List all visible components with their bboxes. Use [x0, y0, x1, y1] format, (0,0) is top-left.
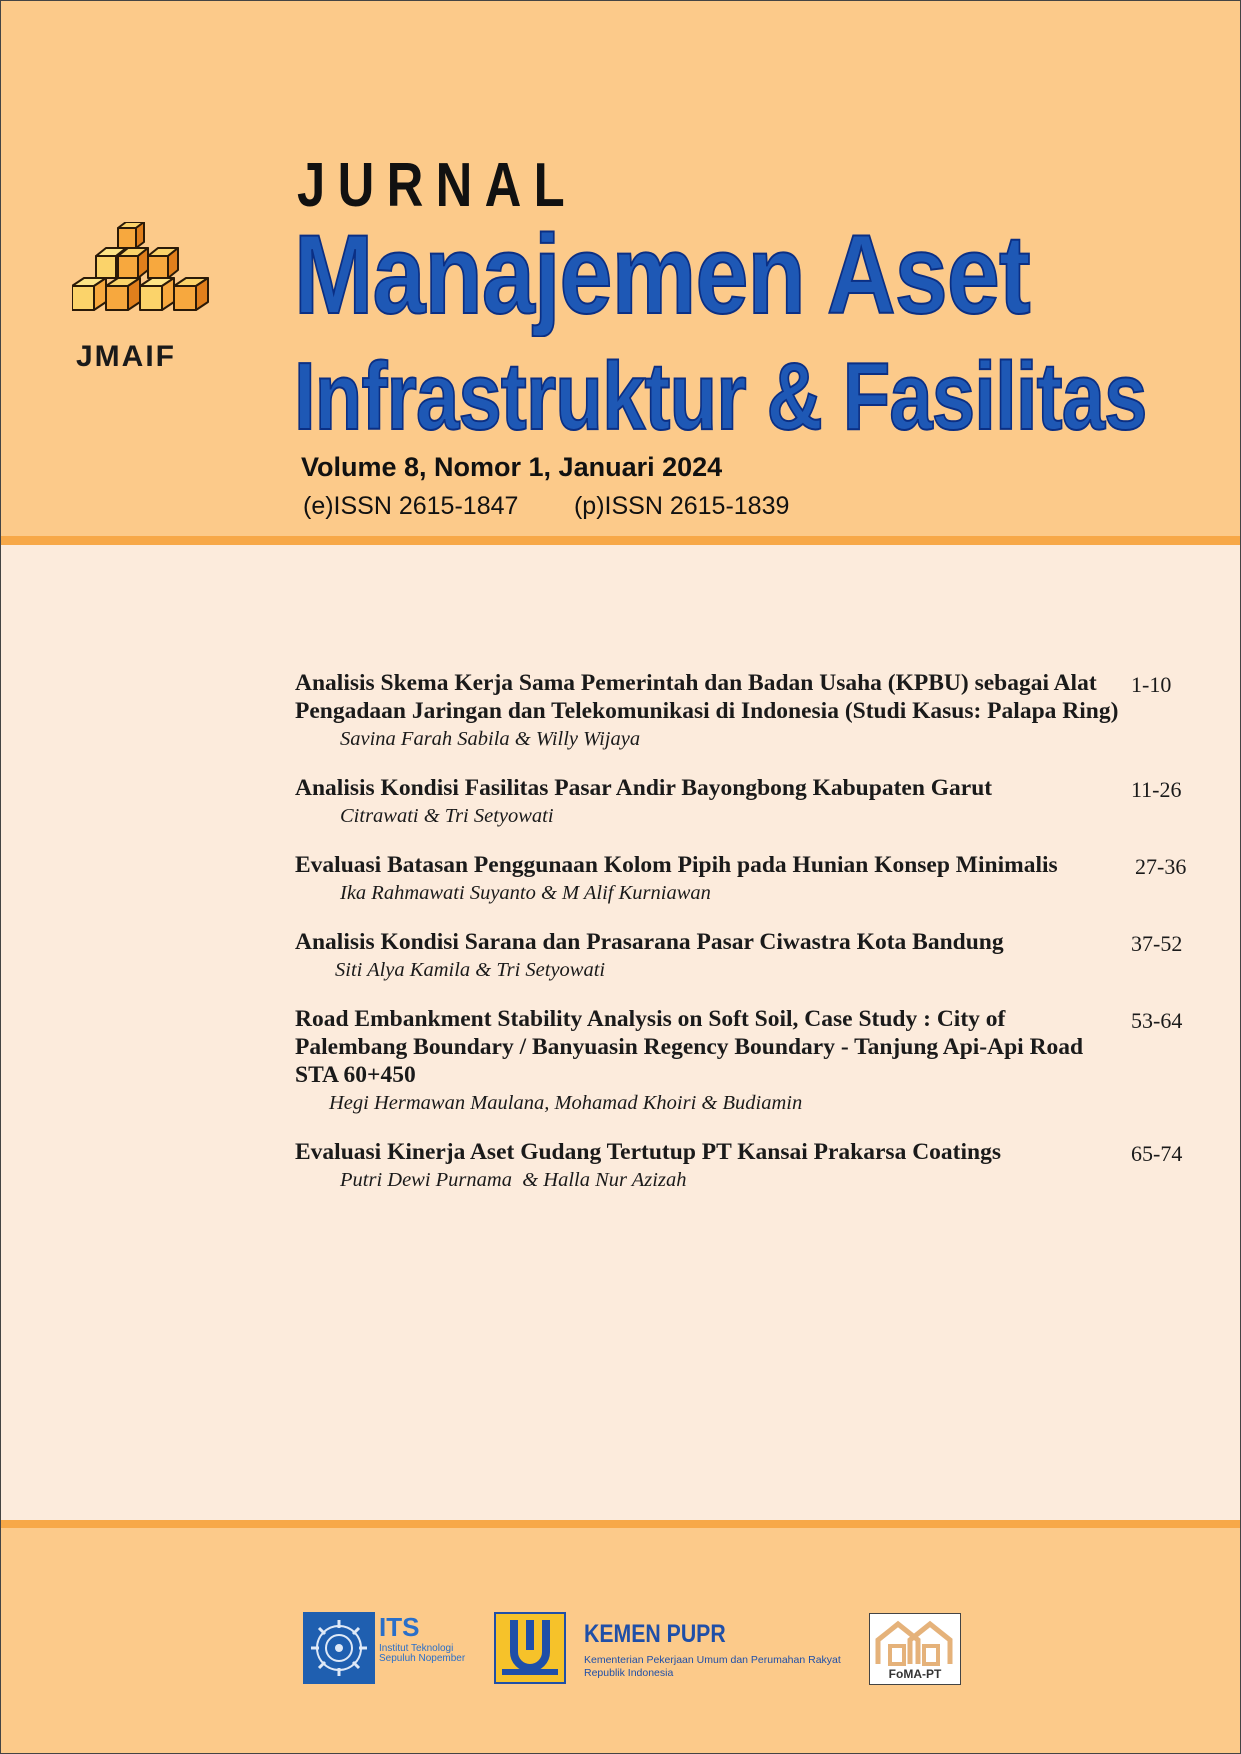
article-title: Analisis Kondisi Sarana dan Prasarana Pasar Ciwastra Kota Bandung: [295, 929, 1004, 955]
issn-electronic: (e)ISSN 2615-1847: [303, 492, 519, 520]
article-title: Evaluasi Batasan Penggunaan Kolom Pipih pada Hunian Konsep Minimalis: [295, 852, 1058, 878]
article-pages: 11-26: [1131, 777, 1182, 802]
pupr-name: KEMEN PUPR: [584, 1620, 726, 1648]
issn-print: (p)ISSN 2615-1839: [573, 492, 790, 520]
toc-entry[interactable]: [295, 928, 1195, 982]
article-title: Road Embankment Stability Analysis on Soft Soil, Case Study : City of Palembang Boundary / Banyuasin Regency Boundary - Tanjung Api-Api Road STA 60+450: [295, 1006, 1084, 1088]
article-title: Evaluasi Kinerja Aset Gudang Tertutup PT Kansai Prakarsa Coatings: [295, 1139, 1001, 1165]
article-title: Analisis Skema Kerja Sama Pemerintah dan Badan Usaha (KPBU) sebagai Alat Pengadaan Jaringan dan Telekomunikasi di Indonesia (Studi Kasus: Palapa Ring): [295, 670, 1119, 724]
header-divider: [0, 536, 1241, 545]
stacked-cubes-icon: [72, 222, 222, 342]
article-authors: Citrawati & Tri Setyowati: [340, 805, 554, 827]
toc-entry[interactable]: [295, 669, 1195, 751]
logo-wordmark: JMAIF: [76, 340, 176, 373]
pupr-subtitle: Kementerian Pekerjaan Umum dan Perumahan Rakyat Republik Indonesia: [584, 1654, 841, 1679]
article-title: Analisis Kondisi Fasilitas Pasar Andir Bayongbong Kabupaten Garut: [295, 775, 993, 801]
journal-title-line1: Manajemen Aset: [294, 212, 1030, 337]
issue-volume: Volume 8, Nomor 1, Januari 2024: [301, 452, 723, 482]
article-pages: 1-10: [1131, 672, 1172, 697]
journal-label: JURNAL: [297, 151, 577, 220]
its-emblem-icon: [303, 1612, 375, 1684]
article-authors: Hegi Hermawan Maulana, Mohamad Khoiri & Budiamin: [329, 1092, 803, 1114]
foma-name: FoMA-PT: [888, 1667, 942, 1681]
article-authors: Putri Dewi Purnama & Halla Nur Azizah: [340, 1169, 687, 1191]
issn-line: [303, 492, 789, 521]
pupr-logo: [494, 1612, 854, 1684]
article-pages: 65-74: [1131, 1141, 1183, 1166]
article-authors: Siti Alya Kamila & Tri Setyowati: [335, 959, 606, 981]
journal-title-line2: Infrastruktur & Fasilitas: [294, 343, 1147, 450]
its-subtitle: Institut Teknologi Sepuluh Nopember: [379, 1643, 466, 1664]
article-authors: Ika Rahmawati Suyanto & M Alif Kurniawan: [340, 882, 711, 904]
toc-entry[interactable]: [295, 774, 1195, 828]
table-of-contents: [295, 669, 1195, 1215]
toc-entry[interactable]: [295, 1005, 1195, 1115]
pupr-mark-icon: [494, 1612, 566, 1684]
foma-logo: [869, 1613, 961, 1685]
footer-divider: [0, 1520, 1241, 1528]
its-logo: [303, 1612, 471, 1684]
article-pages: 53-64: [1131, 1008, 1183, 1033]
article-pages: 37-52: [1131, 931, 1183, 956]
article-pages: 27-36: [1135, 854, 1187, 879]
article-authors: Savina Farah Sabila & Willy Wijaya: [340, 728, 641, 750]
toc-entry[interactable]: [295, 1138, 1195, 1192]
house-outline-icon: [870, 1618, 960, 1668]
toc-entry[interactable]: [295, 851, 1195, 905]
its-name: ITS: [379, 1612, 420, 1642]
